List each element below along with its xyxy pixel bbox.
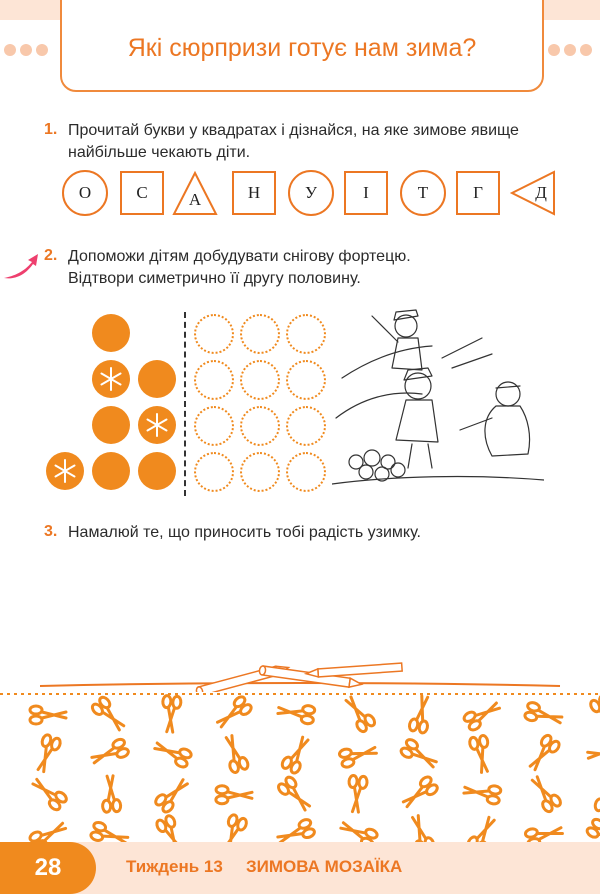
scissors-icon (525, 734, 561, 774)
footer (0, 842, 600, 894)
scissors-icon (400, 775, 439, 811)
snowball-snowflake (138, 406, 176, 444)
scissors-icon (407, 814, 435, 842)
snowflake-icon (46, 452, 84, 490)
letter-char: І (363, 183, 369, 202)
snowball (92, 406, 130, 444)
task-2-number: 2. (44, 247, 58, 264)
empty-circle[interactable] (194, 314, 234, 354)
letter-square (344, 171, 388, 215)
task-1-line-2: найбільше чекають діти. (68, 144, 251, 161)
empty-circle[interactable] (194, 452, 234, 492)
task-2-text (68, 246, 411, 290)
scissors-icon (341, 694, 376, 734)
scissors-icon (462, 698, 502, 732)
empty-circle[interactable] (286, 406, 326, 446)
scissors-icon (161, 695, 181, 732)
scissors-icon (587, 742, 600, 764)
scissors-icon (90, 821, 130, 842)
scissors-icon (155, 814, 187, 842)
scissors-icon (32, 734, 61, 774)
scissors-icon (346, 775, 367, 812)
symmetry-axis (184, 312, 186, 496)
scissors-pattern-band (0, 692, 600, 842)
empty-circle[interactable] (240, 452, 280, 492)
letter-char: Т (417, 183, 429, 202)
scissors-icon (463, 781, 501, 804)
letter-char: О (78, 183, 92, 202)
empty-circle[interactable] (240, 314, 280, 354)
scissors-icon (101, 776, 121, 813)
letter-char: С (136, 183, 148, 202)
scissors-icon (277, 775, 314, 814)
pointer-arrow-icon (2, 252, 40, 284)
letter-circle (288, 170, 334, 216)
snowball-snowflake (92, 360, 130, 398)
task-1-line-1: Прочитай букви у квадратах і дізнайся, на яке зимове явище (68, 122, 519, 139)
scissors-icon (216, 786, 252, 805)
letter-puzzle (62, 170, 562, 220)
snowflake-icon (92, 360, 130, 398)
snowball-snowflake (46, 452, 84, 490)
empty-circle[interactable] (286, 314, 326, 354)
letter-circle (400, 170, 446, 216)
letter-square (456, 171, 500, 215)
task-3-text: Намалюй те, що приносить тобі радість узимку. (68, 524, 421, 541)
scissors-icon (594, 775, 600, 814)
letter-triangle (510, 170, 556, 216)
children-building-fort-illustration (332, 298, 544, 488)
page-title: Які сюрпризи готує нам зима? (127, 34, 477, 62)
letter-char: Д (535, 183, 547, 202)
scissors-icon (154, 775, 192, 813)
letter-square (120, 171, 164, 215)
letter-char: Н (247, 183, 261, 202)
scissors-icon (339, 742, 378, 769)
scissors-icon (277, 702, 315, 725)
task-2-line-2: Відтвори симетрично її другу половину. (68, 270, 361, 287)
scissors-icon (408, 695, 433, 734)
scissors-icon (338, 817, 378, 842)
scissors-icon (399, 738, 439, 772)
snow-fort-puzzle (40, 310, 340, 500)
snowball (92, 314, 130, 352)
scissors-icon (90, 738, 130, 769)
scissors-icon (280, 734, 313, 774)
letter-square (232, 171, 276, 215)
scissors-icon (527, 773, 562, 813)
scissors-icon (152, 738, 192, 769)
snowball (138, 360, 176, 398)
empty-circle[interactable] (240, 406, 280, 446)
empty-circle[interactable] (286, 360, 326, 400)
empty-circle[interactable] (240, 360, 280, 400)
task-3-number: 3. (44, 523, 58, 540)
page-number: 28 (0, 842, 96, 894)
task-2-line-1: Допоможи дітям добудувати снігову фортецю. (68, 248, 411, 265)
task-1-number: 1. (44, 121, 58, 138)
task-1-text (68, 120, 519, 164)
scissors-icon (276, 818, 316, 842)
snowflake-icon (138, 406, 176, 444)
scissors-icon (525, 822, 564, 842)
scissors-icon (90, 695, 128, 734)
empty-circle[interactable] (194, 360, 234, 400)
empty-circle[interactable] (286, 452, 326, 492)
letter-char: У (304, 183, 318, 202)
scissors-icon (29, 775, 68, 812)
letter-triangle (172, 170, 218, 216)
letter-char: А (188, 190, 202, 209)
scissors-icon (466, 814, 499, 842)
letter-circle (62, 170, 108, 216)
scissors-icon (221, 734, 250, 774)
snowball (138, 452, 176, 490)
section-title: ЗИМОВА МОЗАЇКА (246, 857, 403, 876)
letter-char: Г (473, 183, 483, 202)
empty-circle[interactable] (194, 406, 234, 446)
scissors-icon (585, 817, 600, 842)
snowball (92, 452, 130, 490)
scissors-icon (28, 818, 68, 842)
scissors-icon (524, 701, 564, 728)
scissors-icon (589, 694, 600, 734)
scissors-icon (214, 695, 253, 732)
scissors-icon (469, 735, 494, 774)
week-label: Тиждень 13 (126, 857, 223, 876)
scissors-icon (218, 814, 248, 842)
scissors-icon (30, 706, 66, 724)
